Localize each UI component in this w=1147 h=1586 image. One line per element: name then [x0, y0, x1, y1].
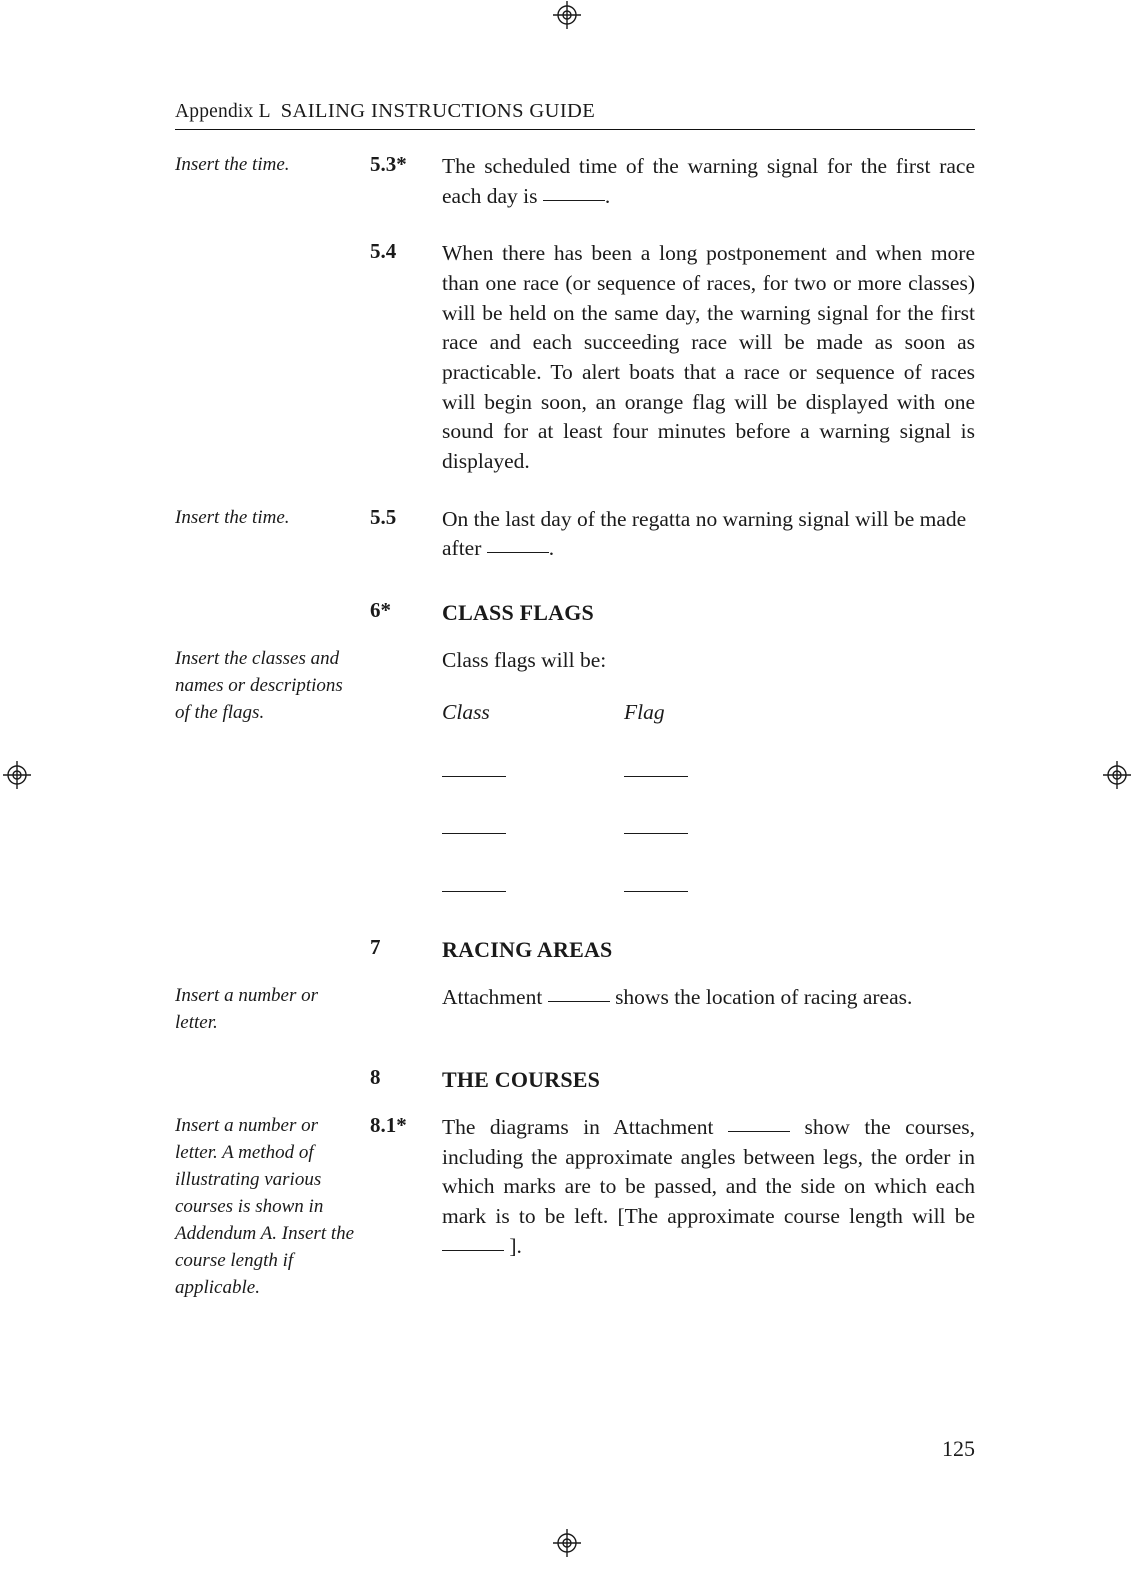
section-5-4 — [175, 239, 975, 476]
section-body-8-1 — [442, 1113, 975, 1302]
section-number-5-5: 5.5 — [370, 504, 397, 529]
section-7-heading-row — [175, 935, 975, 965]
header-divider — [175, 129, 975, 130]
margin-note-5-5: Insert the time. — [175, 506, 290, 528]
registration-mark-top-icon — [552, 0, 582, 30]
registration-mark-right-icon — [1102, 760, 1132, 790]
class-flags-cell-class — [442, 756, 624, 786]
margin-note-8-heading-spacer — [175, 1065, 370, 1095]
margin-note-5-4 — [175, 239, 370, 476]
section-heading-7: RACING AREAS — [442, 936, 613, 962]
class-flags-cell-class — [442, 813, 624, 843]
class-flags-intro: Class flags will be: — [442, 648, 607, 673]
section-body-6 — [442, 646, 975, 900]
class-flags-cell-class — [442, 871, 624, 901]
margin-note-7: Insert a number or letter. — [175, 984, 319, 1033]
section-8-heading-row — [175, 1065, 975, 1095]
section-6-body-row — [175, 646, 975, 900]
section-number-5-4: 5.4 — [370, 239, 397, 264]
section-7-body-row — [175, 983, 975, 1037]
page-content — [175, 100, 975, 1302]
section-body-5-4: When there has been a long postponement and when more than one race (or sequence of races, for two or more classes) will be held on the same day, the warning signal for the first race and each succeeding race will be made as soon as practicable. To alert boats that a race or sequence of races will begin soon, an orange flag will be displayed with one sound for at least four minutes before a warning signal is displayed. — [442, 241, 975, 473]
section-7-text-before: Attachment — [442, 984, 548, 1009]
margin-note-5-3: Insert the time. — [175, 154, 290, 175]
fill-in-blank — [442, 1250, 504, 1251]
section-number-6: 6* — [370, 597, 391, 622]
page-number: 125 — [942, 1436, 975, 1461]
header-title: SAILING INSTRUCTIONS GUIDE — [280, 100, 596, 122]
fill-in-blank — [624, 762, 688, 777]
fill-in-blank — [728, 1131, 790, 1132]
margin-note-6: Insert the classes and names or descriptions of the flags. — [175, 648, 343, 724]
class-flags-cell-flag — [624, 871, 688, 901]
section-5-5-text-before: On the last day of the regatta no warning signal will be made after — [442, 506, 967, 561]
section-7-number-spacer — [370, 983, 442, 1037]
class-flags-row — [442, 871, 975, 901]
class-flags-col-header-class: Class — [442, 699, 490, 724]
fill-in-blank — [442, 877, 506, 892]
section-5-5 — [175, 505, 975, 564]
class-flags-cell-flag — [624, 756, 688, 786]
section-body-5-3 — [442, 152, 975, 211]
section-8-1-text-part3: ]. — [504, 1233, 522, 1258]
fill-in-blank — [442, 762, 506, 777]
class-flags-row — [442, 756, 975, 786]
fill-in-blank — [442, 819, 506, 834]
section-8-1-text-part1: The diagrams in Attachment — [442, 1115, 729, 1140]
fill-in-blank — [487, 552, 549, 553]
fill-in-blank — [543, 200, 605, 201]
fill-in-blank — [624, 877, 688, 892]
margin-note-6-heading-spacer — [175, 598, 370, 628]
margin-note-7-heading-spacer — [175, 935, 370, 965]
fill-in-blank — [548, 1001, 610, 1002]
section-8-1 — [175, 1113, 975, 1302]
registration-mark-left-icon — [2, 760, 32, 790]
section-5-3 — [175, 152, 975, 211]
section-6-heading-row — [175, 598, 975, 628]
registration-mark-bottom-icon — [552, 1528, 582, 1558]
class-flags-row — [442, 813, 975, 843]
section-number-7: 7 — [370, 934, 381, 959]
margin-note-8-1: Insert a number or letter. A method of illustrating various courses is shown in Addendum A. Insert the course length if applicable. — [175, 1115, 355, 1298]
section-number-8-1: 8.1* — [370, 1113, 407, 1138]
section-5-3-text-after: . — [604, 183, 611, 208]
section-heading-8: THE COURSES — [442, 1066, 601, 1092]
section-5-5-text-after: . — [548, 536, 555, 561]
section-body-7 — [442, 983, 975, 1037]
section-heading-6: CLASS FLAGS — [442, 599, 594, 625]
section-body-5-5 — [442, 505, 975, 564]
section-number-5-3: 5.3* — [370, 152, 407, 176]
class-flags-cell-flag — [624, 813, 688, 843]
fill-in-blank — [624, 819, 688, 834]
section-number-8: 8 — [370, 1064, 381, 1089]
section-7-text-after: shows the location of racing areas. — [609, 984, 913, 1009]
section-6-number-spacer — [370, 646, 442, 900]
running-header — [175, 100, 975, 129]
header-appendix-label: Appendix L — [175, 101, 271, 122]
class-flags-col-header-flag: Flag — [624, 699, 665, 724]
section-5-3-text-before: The scheduled time of the warning signal for the first race each day is — [442, 154, 975, 208]
class-flags-table-header — [442, 698, 975, 728]
section-8-1-text-part2: show the courses, including the approximate angles between legs, the order in which marks are to be passed, and the side on which each mark is to be left. [The approximate course length will be — [442, 1115, 976, 1229]
